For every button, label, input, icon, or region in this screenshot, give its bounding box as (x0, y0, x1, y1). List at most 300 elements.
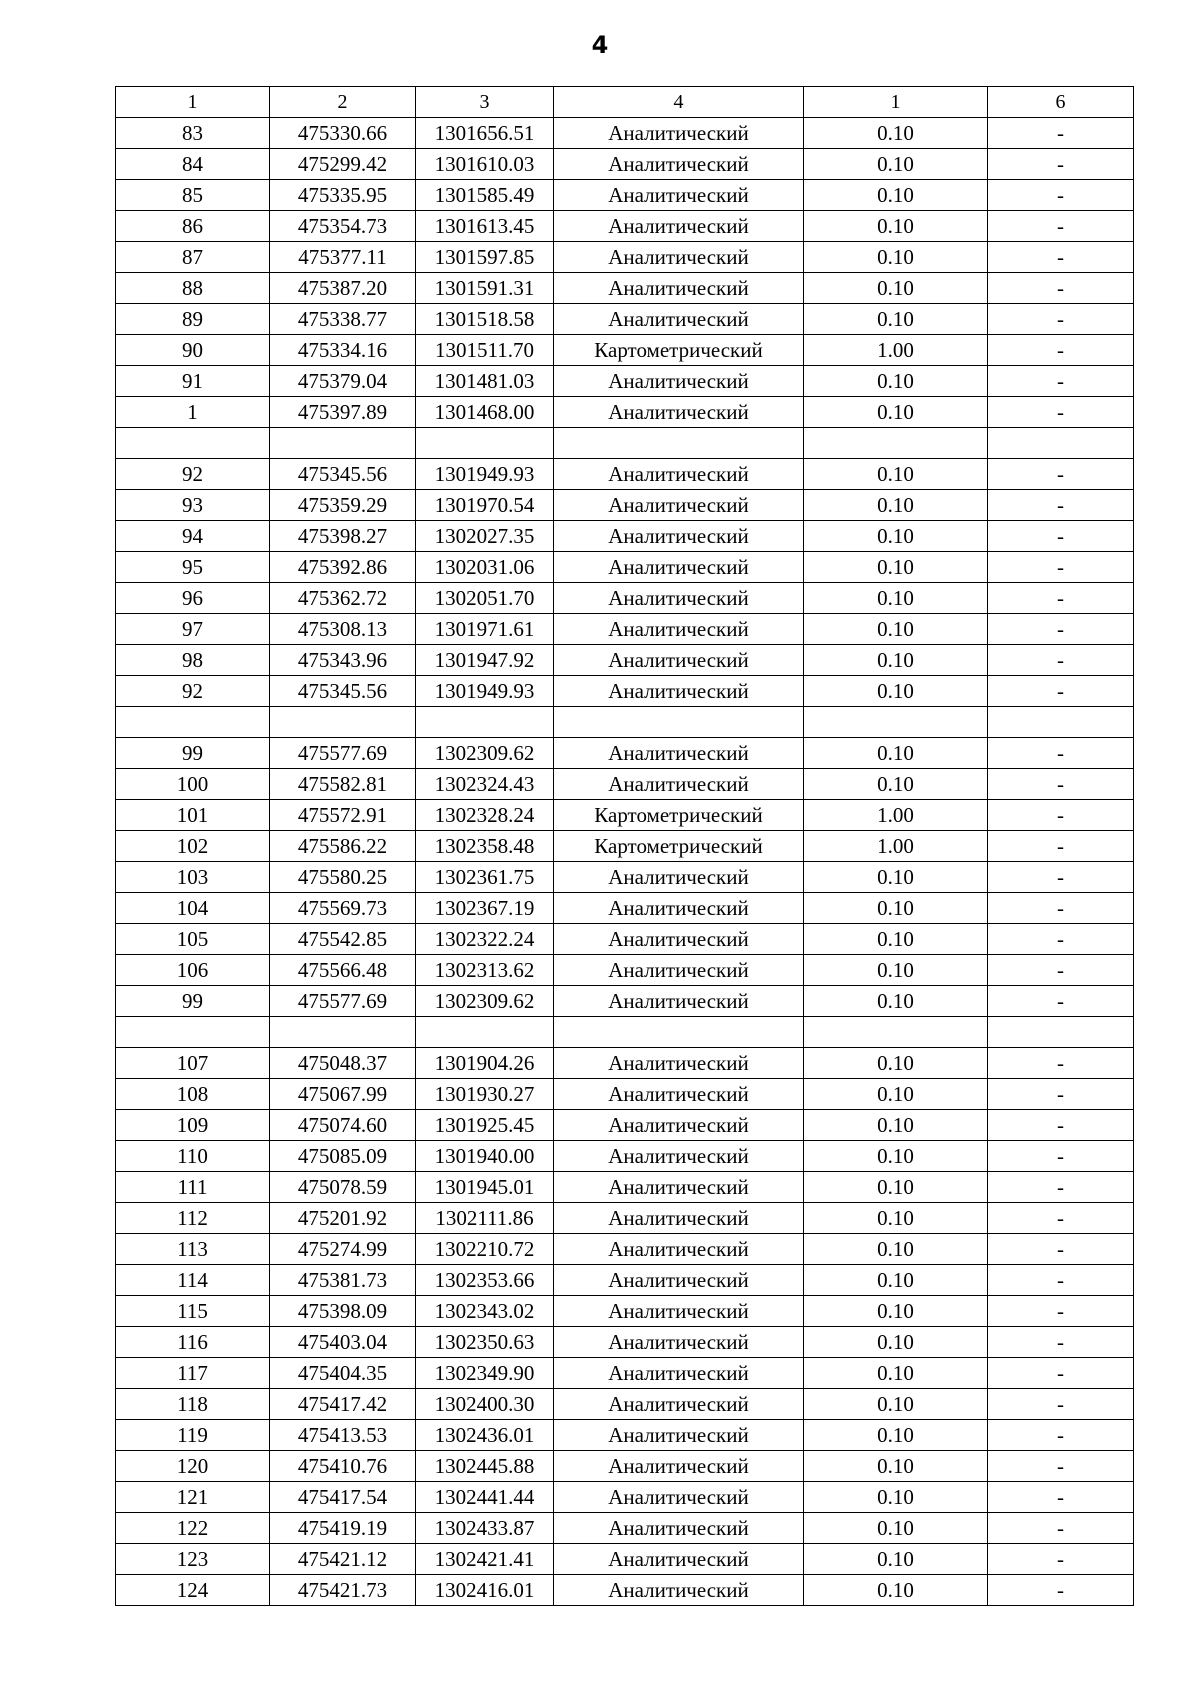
y-coordinate-cell: 1301656.51 (416, 118, 554, 149)
y-coordinate-cell: 1302210.72 (416, 1234, 554, 1265)
point-number-cell: 106 (116, 955, 270, 986)
method-cell: Аналитический (554, 118, 804, 149)
accuracy-cell: 0.10 (804, 676, 988, 707)
y-coordinate-cell: 1301925.45 (416, 1110, 554, 1141)
note-cell: - (988, 149, 1134, 180)
note-cell: - (988, 1265, 1134, 1296)
table-row (116, 521, 1134, 552)
accuracy-cell: 0.10 (804, 273, 988, 304)
method-cell: Аналитический (554, 1544, 804, 1575)
y-coordinate-cell: 1302111.86 (416, 1203, 554, 1234)
note-cell: - (988, 676, 1134, 707)
x-coordinate-cell: 475421.73 (270, 1575, 416, 1606)
x-coordinate-cell: 475381.73 (270, 1265, 416, 1296)
point-number-cell: 123 (116, 1544, 270, 1575)
table-row (116, 645, 1134, 676)
accuracy-cell: 0.10 (804, 1513, 988, 1544)
method-cell: Аналитический (554, 1265, 804, 1296)
note-cell (988, 428, 1134, 459)
y-coordinate-cell (416, 428, 554, 459)
table-row (116, 862, 1134, 893)
point-number-cell: 121 (116, 1482, 270, 1513)
accuracy-cell (804, 707, 988, 738)
method-cell: Аналитический (554, 676, 804, 707)
y-coordinate-cell: 1301945.01 (416, 1172, 554, 1203)
point-number-cell: 83 (116, 118, 270, 149)
method-cell: Аналитический (554, 955, 804, 986)
method-cell: Аналитический (554, 1141, 804, 1172)
accuracy-cell: 0.10 (804, 986, 988, 1017)
x-coordinate-cell: 475338.77 (270, 304, 416, 335)
note-cell: - (988, 1234, 1134, 1265)
note-cell: - (988, 924, 1134, 955)
header-cell: 6 (988, 87, 1134, 118)
note-cell (988, 1017, 1134, 1048)
x-coordinate-cell: 475404.35 (270, 1358, 416, 1389)
point-number-cell: 1 (116, 397, 270, 428)
point-number-cell: 120 (116, 1451, 270, 1482)
accuracy-cell: 0.10 (804, 397, 988, 428)
note-cell: - (988, 304, 1134, 335)
x-coordinate-cell: 475359.29 (270, 490, 416, 521)
table-row (116, 1358, 1134, 1389)
x-coordinate-cell: 475403.04 (270, 1327, 416, 1358)
note-cell: - (988, 1544, 1134, 1575)
x-coordinate-cell: 475577.69 (270, 738, 416, 769)
table-row (116, 1389, 1134, 1420)
y-coordinate-cell: 1302441.44 (416, 1482, 554, 1513)
point-number-cell: 113 (116, 1234, 270, 1265)
x-coordinate-cell: 475345.56 (270, 459, 416, 490)
method-cell: Аналитический (554, 1172, 804, 1203)
x-coordinate-cell: 475377.11 (270, 242, 416, 273)
method-cell: Аналитический (554, 1203, 804, 1234)
point-number-cell: 119 (116, 1420, 270, 1451)
y-coordinate-cell: 1302349.90 (416, 1358, 554, 1389)
point-number-cell: 99 (116, 738, 270, 769)
accuracy-cell: 0.10 (804, 149, 988, 180)
y-coordinate-cell: 1301930.27 (416, 1079, 554, 1110)
x-coordinate-cell: 475067.99 (270, 1079, 416, 1110)
accuracy-cell: 0.10 (804, 862, 988, 893)
note-cell: - (988, 800, 1134, 831)
table-row (116, 676, 1134, 707)
table-row (116, 459, 1134, 490)
note-cell: - (988, 366, 1134, 397)
note-cell (988, 707, 1134, 738)
header-cell: 4 (554, 87, 804, 118)
x-coordinate-cell: 475308.13 (270, 614, 416, 645)
point-number-cell: 108 (116, 1079, 270, 1110)
table-row (116, 1575, 1134, 1606)
point-number-cell: 90 (116, 335, 270, 366)
x-coordinate-cell: 475582.81 (270, 769, 416, 800)
point-number-cell: 115 (116, 1296, 270, 1327)
table-row (116, 1079, 1134, 1110)
x-coordinate-cell: 475334.16 (270, 335, 416, 366)
accuracy-cell: 1.00 (804, 800, 988, 831)
point-number-cell: 97 (116, 614, 270, 645)
coordinates-table (115, 86, 1134, 1606)
point-number-cell: 101 (116, 800, 270, 831)
y-coordinate-cell: 1301949.93 (416, 459, 554, 490)
table-row (116, 552, 1134, 583)
table-row (116, 986, 1134, 1017)
y-coordinate-cell: 1302421.41 (416, 1544, 554, 1575)
y-coordinate-cell: 1302433.87 (416, 1513, 554, 1544)
note-cell: - (988, 1296, 1134, 1327)
accuracy-cell (804, 1017, 988, 1048)
point-number-cell: 122 (116, 1513, 270, 1544)
method-cell: Аналитический (554, 366, 804, 397)
x-coordinate-cell (270, 1017, 416, 1048)
x-coordinate-cell: 475299.42 (270, 149, 416, 180)
point-number-cell: 93 (116, 490, 270, 521)
point-number-cell: 117 (116, 1358, 270, 1389)
point-number-cell: 116 (116, 1327, 270, 1358)
note-cell: - (988, 862, 1134, 893)
accuracy-cell: 0.10 (804, 1575, 988, 1606)
point-number-cell: 98 (116, 645, 270, 676)
note-cell: - (988, 490, 1134, 521)
accuracy-cell: 0.10 (804, 1265, 988, 1296)
y-coordinate-cell: 1302343.02 (416, 1296, 554, 1327)
accuracy-cell: 0.10 (804, 1482, 988, 1513)
note-cell: - (988, 1172, 1134, 1203)
note-cell: - (988, 1358, 1134, 1389)
x-coordinate-cell: 475354.73 (270, 211, 416, 242)
table-row (116, 1544, 1134, 1575)
separator-row (116, 707, 1134, 738)
method-cell: Аналитический (554, 769, 804, 800)
x-coordinate-cell: 475398.27 (270, 521, 416, 552)
note-cell: - (988, 1079, 1134, 1110)
header-cell: 2 (270, 87, 416, 118)
table-row (116, 1234, 1134, 1265)
y-coordinate-cell: 1302436.01 (416, 1420, 554, 1451)
table-row (116, 1172, 1134, 1203)
note-cell: - (988, 769, 1134, 800)
point-number-cell: 104 (116, 893, 270, 924)
method-cell: Аналитический (554, 583, 804, 614)
method-cell: Аналитический (554, 273, 804, 304)
accuracy-cell: 0.10 (804, 1172, 988, 1203)
table-body (116, 118, 1134, 1606)
method-cell: Аналитический (554, 1234, 804, 1265)
y-coordinate-cell: 1301468.00 (416, 397, 554, 428)
accuracy-cell: 0.10 (804, 1544, 988, 1575)
table-row (116, 149, 1134, 180)
x-coordinate-cell (270, 428, 416, 459)
y-coordinate-cell: 1301481.03 (416, 366, 554, 397)
accuracy-cell: 0.10 (804, 1079, 988, 1110)
x-coordinate-cell: 475078.59 (270, 1172, 416, 1203)
table-row (116, 769, 1134, 800)
method-cell: Аналитический (554, 1513, 804, 1544)
accuracy-cell: 0.10 (804, 893, 988, 924)
y-coordinate-cell: 1301947.92 (416, 645, 554, 676)
accuracy-cell: 1.00 (804, 831, 988, 862)
accuracy-cell: 0.10 (804, 118, 988, 149)
point-number-cell: 84 (116, 149, 270, 180)
method-cell: Картометрический (554, 800, 804, 831)
point-number-cell: 110 (116, 1141, 270, 1172)
accuracy-cell: 0.10 (804, 1203, 988, 1234)
y-coordinate-cell: 1301970.54 (416, 490, 554, 521)
point-number-cell: 95 (116, 552, 270, 583)
table-row (116, 304, 1134, 335)
table-row (116, 180, 1134, 211)
method-cell: Аналитический (554, 1482, 804, 1513)
note-cell: - (988, 583, 1134, 614)
separator-row (116, 1017, 1134, 1048)
y-coordinate-cell: 1301971.61 (416, 614, 554, 645)
y-coordinate-cell: 1302445.88 (416, 1451, 554, 1482)
table-row (116, 955, 1134, 986)
point-number-cell: 96 (116, 583, 270, 614)
table-row (116, 1451, 1134, 1482)
method-cell: Аналитический (554, 1575, 804, 1606)
header-cell: 3 (416, 87, 554, 118)
y-coordinate-cell: 1301511.70 (416, 335, 554, 366)
method-cell: Аналитический (554, 924, 804, 955)
x-coordinate-cell: 475379.04 (270, 366, 416, 397)
note-cell: - (988, 180, 1134, 211)
x-coordinate-cell: 475274.99 (270, 1234, 416, 1265)
method-cell: Аналитический (554, 1296, 804, 1327)
point-number-cell: 109 (116, 1110, 270, 1141)
point-number-cell (116, 428, 270, 459)
accuracy-cell: 0.10 (804, 1327, 988, 1358)
x-coordinate-cell: 475335.95 (270, 180, 416, 211)
point-number-cell: 112 (116, 1203, 270, 1234)
y-coordinate-cell: 1302309.62 (416, 986, 554, 1017)
point-number-cell: 100 (116, 769, 270, 800)
x-coordinate-cell: 475048.37 (270, 1048, 416, 1079)
note-cell: - (988, 893, 1134, 924)
x-coordinate-cell: 475398.09 (270, 1296, 416, 1327)
y-coordinate-cell: 1302313.62 (416, 955, 554, 986)
point-number-cell: 111 (116, 1172, 270, 1203)
table-row (116, 831, 1134, 862)
method-cell: Аналитический (554, 1327, 804, 1358)
method-cell: Аналитический (554, 397, 804, 428)
accuracy-cell: 0.10 (804, 304, 988, 335)
method-cell: Аналитический (554, 1048, 804, 1079)
table-row (116, 273, 1134, 304)
note-cell: - (988, 955, 1134, 986)
note-cell: - (988, 831, 1134, 862)
x-coordinate-cell: 475569.73 (270, 893, 416, 924)
x-coordinate-cell: 475566.48 (270, 955, 416, 986)
accuracy-cell: 0.10 (804, 1110, 988, 1141)
accuracy-cell: 0.10 (804, 583, 988, 614)
separator-row (116, 428, 1134, 459)
note-cell: - (988, 211, 1134, 242)
table-row (116, 1265, 1134, 1296)
header-cell: 1 (116, 87, 270, 118)
method-cell: Аналитический (554, 738, 804, 769)
x-coordinate-cell: 475085.09 (270, 1141, 416, 1172)
y-coordinate-cell: 1301613.45 (416, 211, 554, 242)
note-cell: - (988, 986, 1134, 1017)
table-header-row (116, 87, 1134, 118)
point-number-cell: 118 (116, 1389, 270, 1420)
point-number-cell: 94 (116, 521, 270, 552)
method-cell: Картометрический (554, 335, 804, 366)
accuracy-cell: 0.10 (804, 769, 988, 800)
x-coordinate-cell: 475580.25 (270, 862, 416, 893)
x-coordinate-cell: 475577.69 (270, 986, 416, 1017)
x-coordinate-cell: 475421.12 (270, 1544, 416, 1575)
table-row (116, 1203, 1134, 1234)
method-cell: Аналитический (554, 1451, 804, 1482)
note-cell: - (988, 1110, 1134, 1141)
x-coordinate-cell: 475387.20 (270, 273, 416, 304)
x-coordinate-cell: 475572.91 (270, 800, 416, 831)
note-cell: - (988, 397, 1134, 428)
accuracy-cell: 0.10 (804, 738, 988, 769)
note-cell: - (988, 242, 1134, 273)
method-cell (554, 1017, 804, 1048)
accuracy-cell: 0.10 (804, 1358, 988, 1389)
table-row (116, 1513, 1134, 1544)
table-row (116, 397, 1134, 428)
y-coordinate-cell (416, 707, 554, 738)
accuracy-cell: 0.10 (804, 1296, 988, 1327)
accuracy-cell: 0.10 (804, 614, 988, 645)
note-cell: - (988, 614, 1134, 645)
accuracy-cell: 0.10 (804, 211, 988, 242)
accuracy-cell: 0.10 (804, 1389, 988, 1420)
y-coordinate-cell (416, 1017, 554, 1048)
y-coordinate-cell: 1302361.75 (416, 862, 554, 893)
y-coordinate-cell: 1302051.70 (416, 583, 554, 614)
method-cell: Аналитический (554, 645, 804, 676)
y-coordinate-cell: 1301591.31 (416, 273, 554, 304)
table-row (116, 1296, 1134, 1327)
accuracy-cell: 0.10 (804, 955, 988, 986)
note-cell: - (988, 1451, 1134, 1482)
y-coordinate-cell: 1301518.58 (416, 304, 554, 335)
y-coordinate-cell: 1301904.26 (416, 1048, 554, 1079)
y-coordinate-cell: 1301610.03 (416, 149, 554, 180)
point-number-cell: 91 (116, 366, 270, 397)
table-row (116, 490, 1134, 521)
x-coordinate-cell: 475392.86 (270, 552, 416, 583)
accuracy-cell: 0.10 (804, 924, 988, 955)
table-row (116, 366, 1134, 397)
x-coordinate-cell: 475362.72 (270, 583, 416, 614)
y-coordinate-cell: 1302353.66 (416, 1265, 554, 1296)
note-cell: - (988, 1513, 1134, 1544)
x-coordinate-cell: 475410.76 (270, 1451, 416, 1482)
table-row (116, 1327, 1134, 1358)
y-coordinate-cell: 1302031.06 (416, 552, 554, 583)
note-cell: - (988, 1048, 1134, 1079)
note-cell: - (988, 459, 1134, 490)
table-row (116, 1141, 1134, 1172)
note-cell: - (988, 521, 1134, 552)
point-number-cell: 87 (116, 242, 270, 273)
y-coordinate-cell: 1302328.24 (416, 800, 554, 831)
method-cell: Аналитический (554, 242, 804, 273)
method-cell: Аналитический (554, 862, 804, 893)
y-coordinate-cell: 1302367.19 (416, 893, 554, 924)
method-cell: Аналитический (554, 459, 804, 490)
x-coordinate-cell: 475417.54 (270, 1482, 416, 1513)
point-number-cell: 86 (116, 211, 270, 242)
method-cell (554, 428, 804, 459)
x-coordinate-cell (270, 707, 416, 738)
method-cell: Аналитический (554, 149, 804, 180)
y-coordinate-cell: 1301940.00 (416, 1141, 554, 1172)
method-cell: Аналитический (554, 211, 804, 242)
point-number-cell: 85 (116, 180, 270, 211)
method-cell: Аналитический (554, 490, 804, 521)
point-number-cell: 92 (116, 676, 270, 707)
x-coordinate-cell: 475417.42 (270, 1389, 416, 1420)
accuracy-cell: 0.10 (804, 1048, 988, 1079)
x-coordinate-cell: 475345.56 (270, 676, 416, 707)
x-coordinate-cell: 475343.96 (270, 645, 416, 676)
table-row (116, 118, 1134, 149)
point-number-cell (116, 1017, 270, 1048)
accuracy-cell: 0.10 (804, 645, 988, 676)
accuracy-cell: 0.10 (804, 1451, 988, 1482)
header-cell: 1 (804, 87, 988, 118)
method-cell: Аналитический (554, 1420, 804, 1451)
accuracy-cell: 0.10 (804, 490, 988, 521)
note-cell: - (988, 273, 1134, 304)
point-number-cell: 99 (116, 986, 270, 1017)
y-coordinate-cell: 1301949.93 (416, 676, 554, 707)
note-cell: - (988, 1141, 1134, 1172)
point-number-cell: 114 (116, 1265, 270, 1296)
y-coordinate-cell: 1302350.63 (416, 1327, 554, 1358)
method-cell: Аналитический (554, 1389, 804, 1420)
method-cell: Аналитический (554, 1110, 804, 1141)
y-coordinate-cell: 1301585.49 (416, 180, 554, 211)
x-coordinate-cell: 475397.89 (270, 397, 416, 428)
table-row (116, 738, 1134, 769)
x-coordinate-cell: 475586.22 (270, 831, 416, 862)
method-cell: Аналитический (554, 552, 804, 583)
point-number-cell: 124 (116, 1575, 270, 1606)
table-row (116, 211, 1134, 242)
accuracy-cell: 0.10 (804, 521, 988, 552)
y-coordinate-cell: 1302358.48 (416, 831, 554, 862)
y-coordinate-cell: 1302324.43 (416, 769, 554, 800)
point-number-cell: 107 (116, 1048, 270, 1079)
table-row (116, 800, 1134, 831)
x-coordinate-cell: 475074.60 (270, 1110, 416, 1141)
point-number-cell (116, 707, 270, 738)
method-cell (554, 707, 804, 738)
note-cell: - (988, 335, 1134, 366)
y-coordinate-cell: 1302400.30 (416, 1389, 554, 1420)
accuracy-cell: 0.10 (804, 180, 988, 211)
note-cell: - (988, 1327, 1134, 1358)
x-coordinate-cell: 475330.66 (270, 118, 416, 149)
x-coordinate-cell: 475419.19 (270, 1513, 416, 1544)
point-number-cell: 102 (116, 831, 270, 862)
x-coordinate-cell: 475542.85 (270, 924, 416, 955)
method-cell: Аналитический (554, 180, 804, 211)
accuracy-cell: 1.00 (804, 335, 988, 366)
accuracy-cell: 0.10 (804, 1420, 988, 1451)
page-number: 4 (591, 31, 609, 59)
